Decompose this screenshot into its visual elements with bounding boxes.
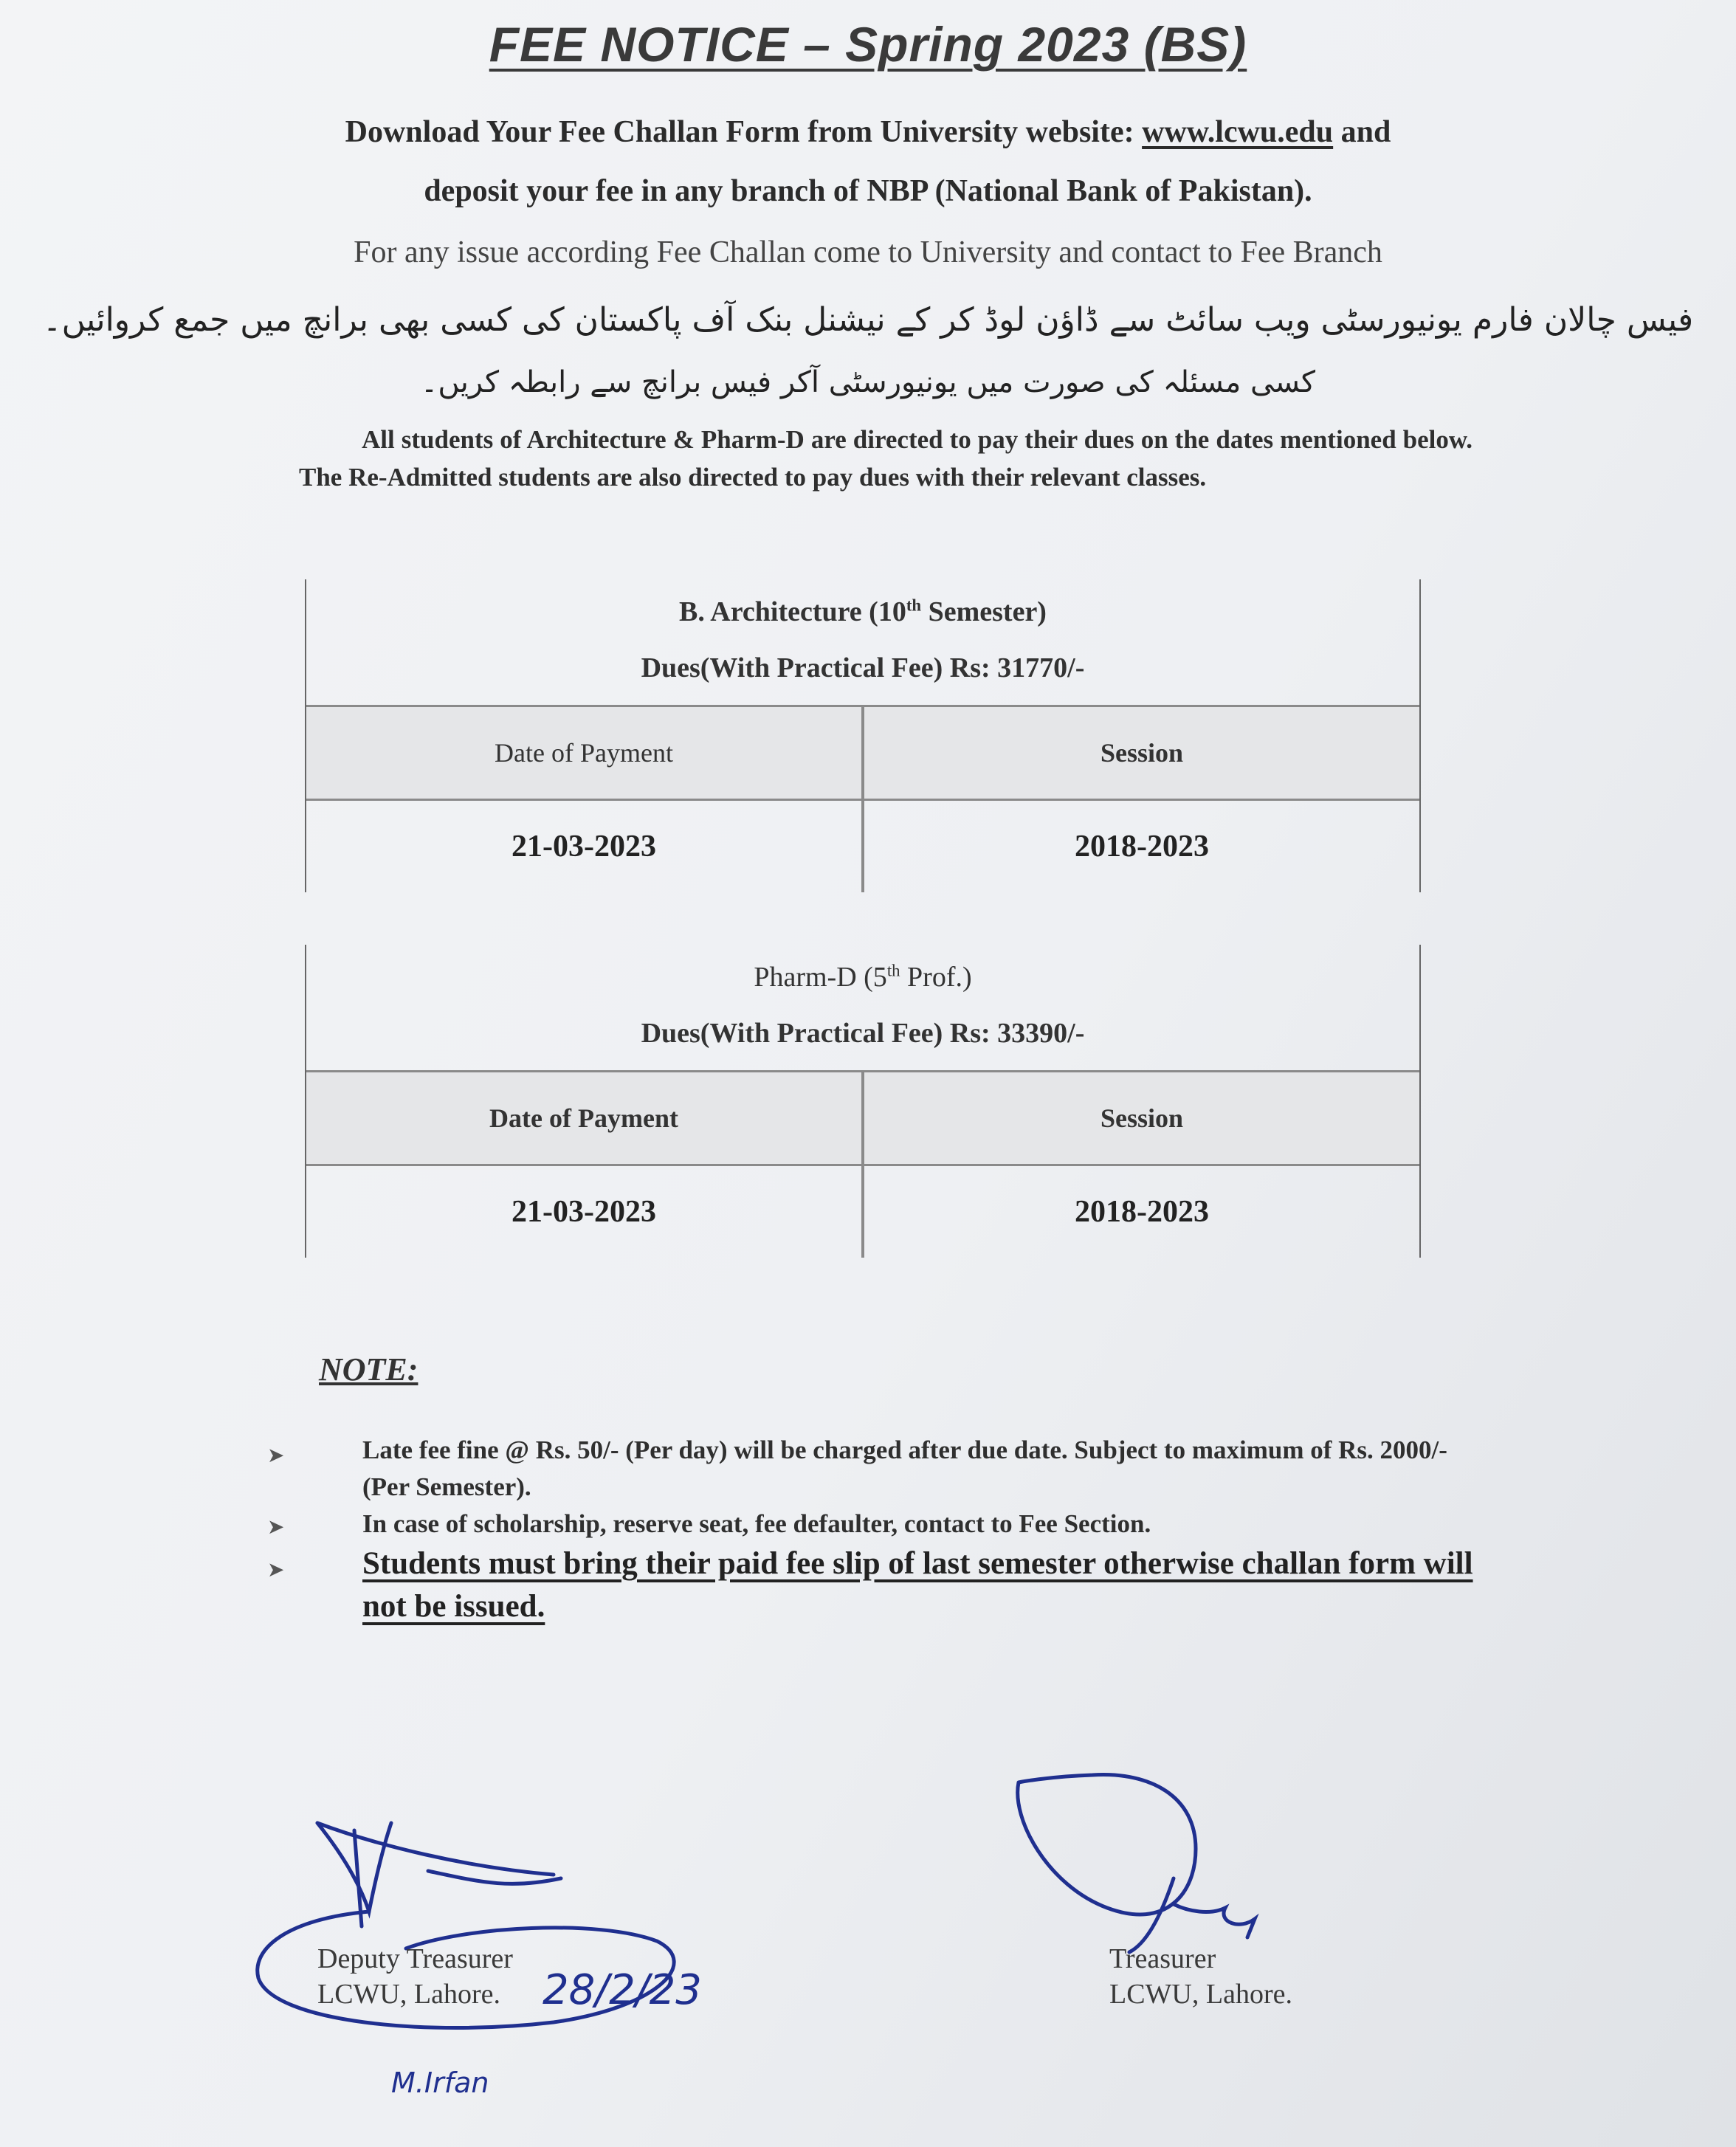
- dues-amount: Dues(With Practical Fee) Rs: 31770/-: [641, 652, 1085, 683]
- deputy-treasurer-block: [317, 1941, 513, 2012]
- program-title: B. Architecture (10th Semester): [679, 596, 1047, 627]
- signature-date: 28/2/23: [542, 1966, 702, 2014]
- session-value: 2018-2023: [861, 801, 1419, 892]
- fee-table-architecture: [305, 579, 1421, 892]
- urdu-line-2: کسی مسئلہ کی صورت میں یونیورسٹی آکر فیس برانچ سے رابطہ کریں۔: [420, 365, 1316, 399]
- treasurer-block: [1109, 1941, 1292, 2012]
- fee-table-header: [306, 579, 1419, 707]
- intro-line-1-prefix: Download Your Fee Challan Form from University website:: [345, 115, 1134, 149]
- note-title: NOTE:: [319, 1351, 418, 1388]
- table-row: [306, 801, 1419, 892]
- table-header-row: [306, 1072, 1419, 1166]
- deputy-treasurer-title: Deputy Treasurer: [317, 1943, 513, 1974]
- bullet-arrow-icon: ➤: [267, 1516, 285, 1539]
- program-title: Pharm-D (5th Prof.): [754, 961, 972, 993]
- table-header-row: [306, 707, 1419, 801]
- urdu-line-1: فیس چالان فارم یونیورسٹی ویب سائٹ سے ڈاؤن لوڈ کر کے نیشنل بنک آف پاکستان کی کسی بھی برانچ میں جمع کروائیں۔: [42, 301, 1694, 339]
- fee-table-header: [306, 945, 1419, 1072]
- deputy-treasurer-org: LCWU, Lahore.: [317, 1979, 500, 2010]
- column-header-date: Date of Payment: [306, 707, 861, 801]
- note-item-late-fee: Late fee fine @ Rs. 50/- (Per day) will be charged after due date. Subject to maximum of Rs. 2000/- (Per Semester).: [362, 1436, 1447, 1501]
- column-header-date: Date of Payment: [306, 1072, 861, 1166]
- table-row: [306, 1166, 1419, 1258]
- directive-paragraph: All students of Architecture & Pharm-D are directed to pay their dues on the dates mentioned below. The Re-Admitted students are also directed to pay dues with their relevant classes.: [299, 425, 1472, 492]
- dues-amount: Dues(With Practical Fee) Rs: 33390/-: [641, 1018, 1085, 1049]
- intro-line-2: deposit your fee in any branch of NBP (National Bank of Pakistan).: [424, 174, 1312, 208]
- treasurer-title: Treasurer: [1109, 1943, 1216, 1974]
- page-title: FEE NOTICE – Spring 2023 (BS): [489, 17, 1247, 72]
- bullet-arrow-icon: ➤: [267, 1444, 285, 1467]
- signatory-name: M.Irfan: [391, 2067, 489, 2099]
- intro-line-1: [0, 114, 1736, 150]
- note-item-fee-slip: Students must bring their paid fee slip of last semester otherwise challan form will not be issued.: [362, 1546, 1473, 1624]
- payment-date: 21-03-2023: [512, 1195, 656, 1229]
- session-value: 2018-2023: [861, 1166, 1419, 1258]
- intro-line-1-suffix: and: [1340, 115, 1391, 149]
- note-item-scholarship: In case of scholarship, reserve seat, fee defaulter, contact to Fee Section.: [362, 1509, 1151, 1538]
- treasurer-org: LCWU, Lahore.: [1109, 1979, 1292, 2010]
- bullet-arrow-icon: ➤: [267, 1559, 285, 1582]
- column-header-session: Session: [861, 1072, 1419, 1166]
- column-header-session: Session: [861, 707, 1419, 801]
- fee-table-pharmd: [305, 945, 1421, 1258]
- intro-line-3: For any issue according Fee Challan come to University and contact to Fee Branch: [354, 235, 1382, 269]
- payment-date: 21-03-2023: [512, 830, 656, 864]
- website-link[interactable]: www.lcwu.edu: [1142, 115, 1334, 149]
